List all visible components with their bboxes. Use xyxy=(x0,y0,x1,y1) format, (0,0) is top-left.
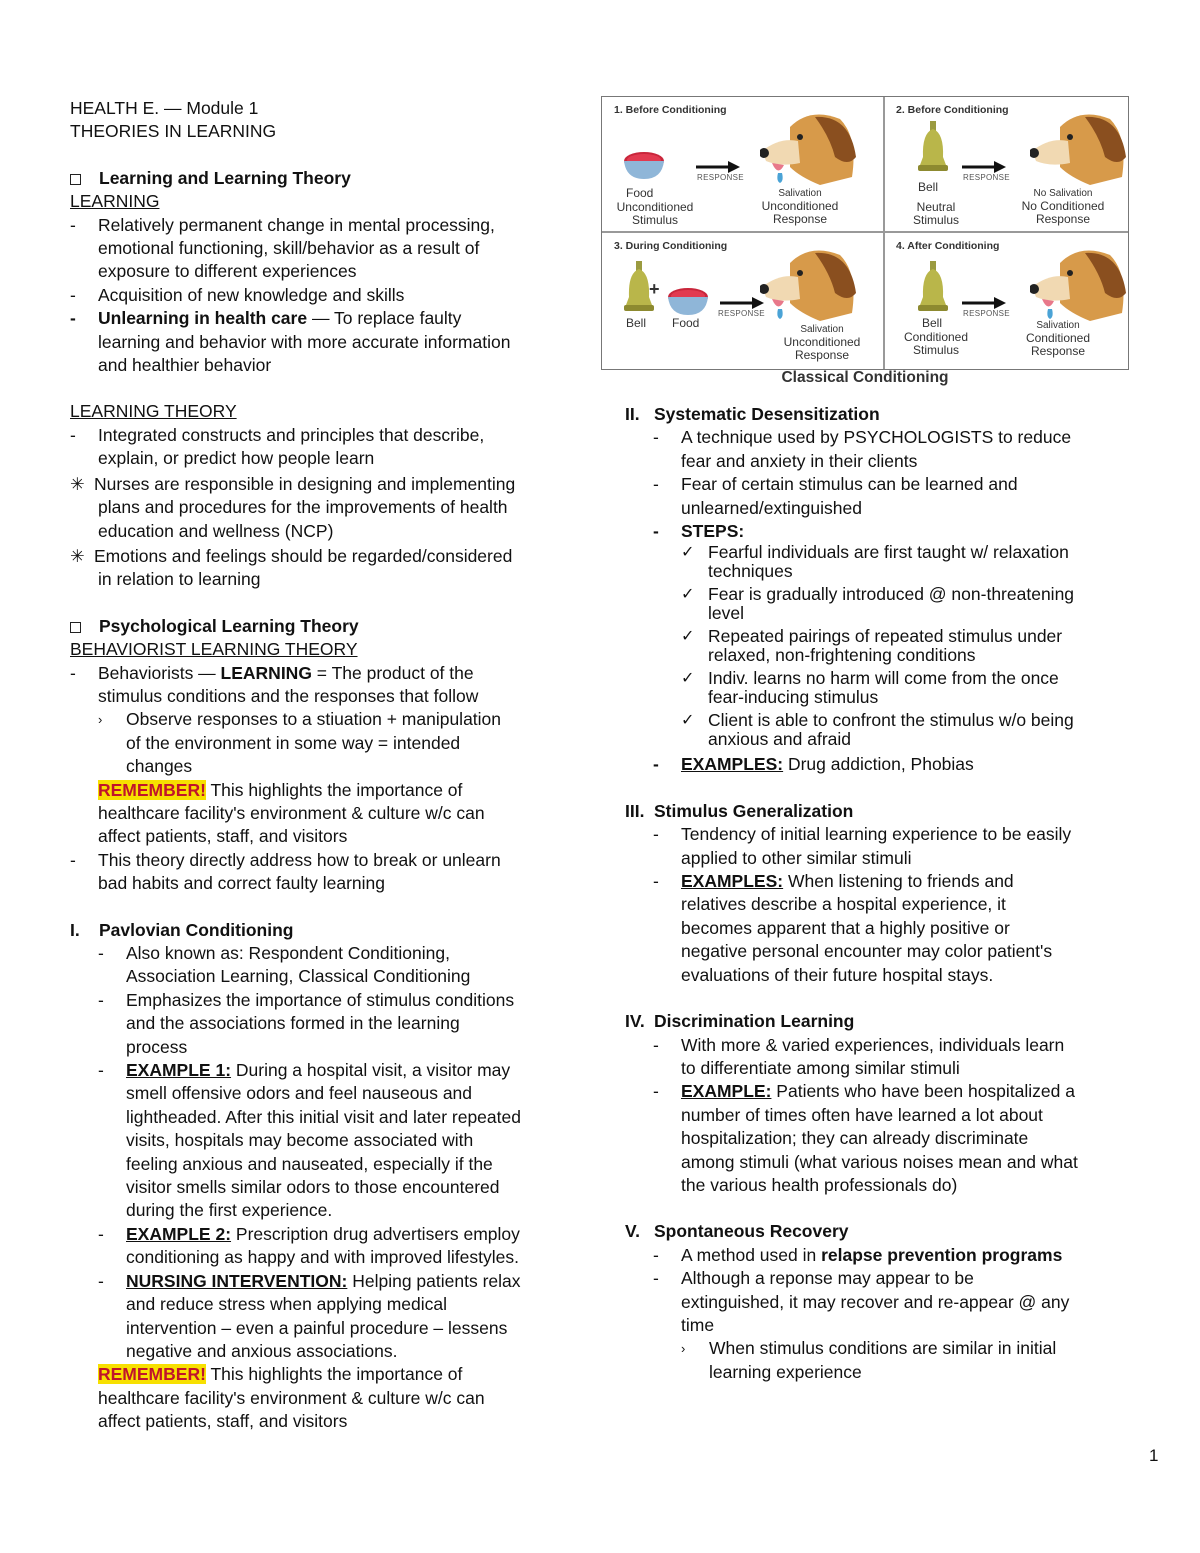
figure-label: Salivation xyxy=(778,188,822,199)
text-line: Fear is gradually introduced @ non-threatening xyxy=(708,584,1075,605)
text-run: Helping patients relax xyxy=(347,1270,521,1291)
text-line: time xyxy=(681,1314,715,1335)
text-line: hospitalization; they can already discriminate xyxy=(681,1128,1029,1149)
step-item xyxy=(681,627,1135,665)
text-line: during the first experience. xyxy=(126,1200,333,1221)
classical-conditioning-figure xyxy=(601,96,1129,370)
text-line: visitor smells similar odors to those encountered xyxy=(126,1177,500,1198)
text-line: healthcare facility's environment & culture w/c can xyxy=(98,802,485,823)
text-line: Emphasizes the importance of stimulus conditions xyxy=(126,989,515,1010)
plus-sign: + xyxy=(649,279,660,299)
text-run: Drug addiction, Phobias xyxy=(783,754,974,775)
text-line: bad habits and correct faulty learning xyxy=(98,873,385,894)
text-line: smell offensive odors and feel nauseous and xyxy=(126,1083,473,1104)
arrow-marker: › xyxy=(681,1341,686,1357)
dash-marker: - xyxy=(70,662,76,683)
dog-icon xyxy=(1030,107,1130,189)
text-line: intervention – even a painful procedure – lessens xyxy=(126,1317,508,1338)
text-line: Association Learning, Classical Conditioning xyxy=(126,966,471,987)
text-line: Also known as: Respondent Conditioning, xyxy=(126,943,450,963)
example-label: EXAMPLE 1: xyxy=(126,1060,232,1081)
step-item xyxy=(681,543,1135,581)
list-item xyxy=(653,1244,1135,1267)
text-line: to differentiate among similar stimuli xyxy=(681,1057,960,1078)
text-line: When stimulus conditions are similar in initial xyxy=(709,1338,1057,1359)
star-note xyxy=(70,545,570,592)
text-line: Repeated pairings of repeated stimulus under xyxy=(708,626,1063,647)
text-line: A technique used by PSYCHOLOGISTS to reduce xyxy=(681,427,1072,448)
food-bowl-icon xyxy=(666,285,710,319)
dash-marker: - xyxy=(70,849,76,870)
text-line: the various health professionals do) xyxy=(681,1174,958,1195)
text-line: in relation to learning xyxy=(98,569,261,590)
dash-marker: - xyxy=(98,943,104,963)
text-run: — To replace faulty xyxy=(307,308,462,329)
text-line: unlearned/extinguished xyxy=(681,497,862,518)
section-number: IV. xyxy=(625,1011,645,1032)
figure-label: Bell xyxy=(626,316,647,330)
list-item xyxy=(70,284,570,307)
figure-label: No Salivation xyxy=(1033,188,1093,199)
section-heading-systematic-desensitization xyxy=(625,403,1135,426)
page-number: 1 xyxy=(1149,1446,1159,1465)
figure-label: Food xyxy=(626,186,654,200)
text-line: lightheaded. After this initial visit and later repeated xyxy=(126,1106,521,1127)
section-heading-text: Systematic Desensitization xyxy=(654,404,880,424)
text-run: This highlights the importance of xyxy=(205,779,463,800)
text-line: This theory directly address how to break or unlearn xyxy=(98,849,501,870)
text-line: education and wellness (NCP) xyxy=(98,520,334,541)
text-line: relaxed, non-frightening conditions xyxy=(708,645,976,666)
dash-marker: - xyxy=(98,1270,104,1291)
remember-note xyxy=(98,1363,570,1433)
text-line: among stimuli (what various noises mean and what xyxy=(681,1151,1078,1172)
section-heading-stimulus-generalization xyxy=(625,800,1135,823)
asterisk-icon: ✳ xyxy=(70,545,85,566)
figure-label: Salivation xyxy=(800,324,844,335)
text-line: applied to other similar stimuli xyxy=(681,847,912,868)
text-line: negative and anxious associations. xyxy=(126,1340,398,1361)
section-number: II. xyxy=(625,404,640,424)
list-item xyxy=(653,1080,1135,1197)
checkbox-icon xyxy=(70,174,81,185)
text-run: A method used in xyxy=(681,1244,822,1265)
dash-marker: - xyxy=(653,521,659,542)
text-line: of the environment in some way = intended xyxy=(126,732,461,753)
text-line: relatives describe a hospital experience, it xyxy=(681,894,1006,915)
example-label: EXAMPLES: xyxy=(681,754,784,775)
section-heading-pavlovian xyxy=(70,919,570,942)
text-line: Emotions and feelings should be regarded/considered xyxy=(94,545,513,566)
text-line: Relatively permanent change in mental processing, xyxy=(98,214,495,235)
list-item xyxy=(653,1267,1135,1384)
figure-label: Neutral xyxy=(916,200,956,214)
term-learning-theory: LEARNING THEORY xyxy=(70,401,237,422)
arrow-icon xyxy=(696,161,740,173)
document-title: HEALTH E. — Module 1 xyxy=(70,98,259,118)
response-label: RESPONSE xyxy=(963,309,1010,318)
text-line: anxious and afraid xyxy=(708,729,852,750)
bold-term: Unlearning in health care xyxy=(98,308,308,329)
example-label: EXAMPLE: xyxy=(681,1081,772,1102)
step-item xyxy=(681,585,1135,623)
text-line: process xyxy=(126,1036,188,1057)
star-note xyxy=(70,473,570,543)
panel-title: 1. Before Conditioning xyxy=(614,104,727,116)
check-icon: ✓ xyxy=(681,712,695,730)
step-item xyxy=(681,669,1135,707)
dash-marker: - xyxy=(653,474,659,495)
figure-label: Unconditioned xyxy=(783,335,861,349)
text-line: techniques xyxy=(708,561,793,582)
dash-marker: - xyxy=(98,989,104,1010)
steps-label: STEPS: xyxy=(681,521,745,542)
right-column xyxy=(625,403,1135,1384)
figure-label: Salivation xyxy=(1036,320,1080,331)
text-line: plans and procedures for the improvements of health xyxy=(98,497,508,518)
figure-label: Stimulus xyxy=(912,343,959,357)
figure-label: Response xyxy=(1035,212,1091,226)
text-line: emotional functioning, skill/behavior as a result of xyxy=(98,238,480,259)
example-label: EXAMPLE 2: xyxy=(126,1223,232,1244)
text-line: changes xyxy=(126,756,193,777)
figure-label: Conditioned xyxy=(903,330,969,344)
list-item xyxy=(653,520,1135,749)
text-line: level xyxy=(708,603,744,624)
list-item xyxy=(70,424,570,471)
text-line: Tendency of initial learning experience to be easily xyxy=(681,824,1072,845)
dog-icon xyxy=(760,107,860,189)
text-line: Acquisition of new knowledge and skills xyxy=(98,284,405,305)
text-line: negative personal encounter may color patient's xyxy=(681,941,1053,962)
section-heading-psychological xyxy=(70,615,570,638)
text-line: exposure to different experiences xyxy=(98,261,357,282)
step-item xyxy=(681,711,1135,749)
text-line: feeling anxious and nauseated, especially if the xyxy=(126,1153,493,1174)
panel-before-conditioning-2 xyxy=(884,97,1146,233)
text-run: = The product of the xyxy=(311,662,474,683)
panel-title: 2. Before Conditioning xyxy=(896,104,1009,116)
check-icon: ✓ xyxy=(681,586,695,604)
bell-icon xyxy=(918,261,948,317)
dash-marker: - xyxy=(70,308,76,329)
text-line: stimulus conditions and the responses that follow xyxy=(98,685,479,706)
dash-marker: - xyxy=(653,1268,659,1289)
text-line: learning experience xyxy=(709,1361,862,1382)
dog-icon xyxy=(1030,243,1130,325)
text-run: Patients who have been hospitalized a xyxy=(771,1081,1075,1102)
section-number: I. xyxy=(70,919,80,940)
figure-label: Stimulus xyxy=(631,213,678,227)
list-item xyxy=(70,307,570,377)
text-line: affect patients, staff, and visitors xyxy=(98,1411,348,1432)
dash-marker: - xyxy=(653,754,659,775)
text-line: Fearful individuals are first taught w/ relaxation xyxy=(708,542,1069,563)
text-line: and reduce stress when applying medical xyxy=(126,1294,448,1315)
text-line: explain, or predict how people learn xyxy=(98,448,375,469)
panel-during-conditioning xyxy=(602,233,864,369)
section-heading-text: Discrimination Learning xyxy=(654,1011,855,1032)
document-subtitle: THEORIES IN LEARNING xyxy=(70,121,277,142)
remember-highlight: REMEMBER! xyxy=(98,1364,206,1385)
term-learning: LEARNING xyxy=(70,191,160,212)
text-line: Client is able to confront the stimulus w/o being xyxy=(708,710,1074,731)
dash-marker: - xyxy=(653,824,659,845)
list-item xyxy=(653,823,1135,870)
figure-label: Bell xyxy=(918,180,939,194)
section-heading-learning xyxy=(70,167,570,190)
remember-highlight: REMEMBER! xyxy=(98,779,206,800)
figure-label: No Conditioned xyxy=(1021,199,1105,213)
figure-label: Conditioned xyxy=(1025,331,1091,345)
checkbox-icon xyxy=(70,622,81,633)
figure-label: Stimulus xyxy=(912,213,959,227)
example-label: EXAMPLES: xyxy=(681,871,784,892)
figure-label: Unconditioned xyxy=(616,200,694,214)
text-line: visits, hospitals may become associated with xyxy=(126,1130,474,1151)
response-label: RESPONSE xyxy=(697,173,744,182)
text-line: Integrated constructs and principles that describe, xyxy=(98,424,485,445)
panel-after-conditioning xyxy=(884,233,1146,369)
arrow-icon xyxy=(962,297,1006,309)
dash-marker: - xyxy=(70,214,76,235)
text-run: When listening to friends and xyxy=(783,871,1014,892)
figure-label: Unconditioned xyxy=(761,199,839,213)
list-item xyxy=(653,753,1135,776)
figure-label: Response xyxy=(772,212,828,226)
dash-marker: - xyxy=(653,1034,659,1055)
text-run: Prescription drug advertisers employ xyxy=(231,1223,520,1244)
arrow-icon xyxy=(962,161,1006,173)
dash-marker: - xyxy=(70,284,76,305)
text-line: affect patients, staff, and visitors xyxy=(98,826,348,847)
figure-caption: Classical Conditioning xyxy=(781,369,949,386)
list-item xyxy=(98,1270,570,1364)
bold-term: relapse prevention programs xyxy=(821,1244,1063,1265)
section-number: V. xyxy=(625,1221,640,1242)
figure-label: Bell xyxy=(922,316,943,330)
list-item xyxy=(98,942,570,989)
figure-label: Response xyxy=(1030,344,1086,358)
text-line: Nurses are responsible in designing and implementing xyxy=(94,473,516,494)
dash-marker: - xyxy=(98,1223,104,1244)
section-heading-spontaneous-recovery xyxy=(625,1220,1135,1243)
list-item xyxy=(653,870,1135,987)
list-item xyxy=(70,214,570,284)
text-line: Fear of certain stimulus can be learned and xyxy=(681,474,1018,495)
section-heading-text: Pavlovian Conditioning xyxy=(99,919,294,940)
dash-marker: - xyxy=(653,871,659,892)
dog-icon xyxy=(760,243,860,325)
section-heading-text: Learning and Learning Theory xyxy=(99,167,351,188)
dash-marker: - xyxy=(653,427,659,448)
text-line: Observe responses to a stiuation + manipulation xyxy=(126,709,502,730)
section-heading-text: Spontaneous Recovery xyxy=(654,1221,849,1242)
text-line: fear and anxiety in their clients xyxy=(681,450,918,471)
list-item xyxy=(98,989,570,1059)
figure-label: Food xyxy=(672,316,700,330)
panel-title: 3. During Conditioning xyxy=(614,240,728,252)
arrow-icon xyxy=(720,297,764,309)
text-run: During a hospital visit, a visitor may xyxy=(231,1060,511,1081)
asterisk-icon: ✳ xyxy=(70,473,85,494)
check-icon: ✓ xyxy=(681,628,695,646)
text-run: This highlights the importance of xyxy=(205,1364,463,1385)
text-line: evaluations of their future hospital stays. xyxy=(681,964,994,985)
list-item xyxy=(98,1059,570,1223)
text-line: becomes apparent that a highly positive or xyxy=(681,917,1010,938)
text-line: learning and behavior with more accurate information xyxy=(98,331,511,352)
section-heading-text: Psychological Learning Theory xyxy=(99,615,359,636)
figure-label: Response xyxy=(794,348,850,362)
left-column xyxy=(70,97,570,1434)
nursing-intervention-label: NURSING INTERVENTION: xyxy=(126,1270,348,1291)
response-label: RESPONSE xyxy=(963,173,1010,182)
dash-marker: - xyxy=(653,1244,659,1265)
dash-marker: - xyxy=(98,1060,104,1081)
list-item xyxy=(653,473,1135,520)
list-item xyxy=(98,1223,570,1270)
remember-note xyxy=(98,779,570,849)
panel-before-conditioning-1 xyxy=(602,97,864,233)
text-line: fear-inducing stimulus xyxy=(708,687,879,708)
text-line: conditioning as happy and with improved lifestyles. xyxy=(126,1247,519,1268)
list-item xyxy=(70,849,570,896)
text-line: number of times often have learned a lot about xyxy=(681,1104,1043,1125)
text-line: healthcare facility's environment & culture w/c can xyxy=(98,1387,485,1408)
bell-icon xyxy=(918,121,948,177)
response-label: RESPONSE xyxy=(718,309,765,318)
text-run: Behaviorists — xyxy=(98,662,221,683)
sub-list-item xyxy=(98,708,570,778)
check-icon: ✓ xyxy=(681,544,695,562)
sub-list-item xyxy=(681,1337,1135,1384)
section-heading-discrimination-learning xyxy=(625,1010,1135,1033)
list-item xyxy=(70,662,570,779)
list-item xyxy=(653,426,1135,473)
term-behaviorist-learning-theory: BEHAVIORIST LEARNING THEORY xyxy=(70,639,358,660)
text-line: Although a reponse may appear to be xyxy=(681,1268,974,1289)
arrow-marker: › xyxy=(98,712,103,728)
text-line: With more & varied experiences, individuals learn xyxy=(681,1034,1065,1055)
dash-marker: - xyxy=(70,424,76,445)
section-heading-text: Stimulus Generalization xyxy=(654,800,854,821)
dash-marker: - xyxy=(653,1081,659,1102)
text-line: and healthier behavior xyxy=(98,355,272,376)
bold-term: LEARNING xyxy=(220,662,312,683)
section-number: III. xyxy=(625,800,645,821)
text-line: and the associations formed in the learning xyxy=(126,1013,460,1034)
text-line: Indiv. learns no harm will come from the once xyxy=(708,668,1059,689)
list-item xyxy=(653,1034,1135,1081)
food-bowl-icon xyxy=(622,149,666,185)
panel-title: 4. After Conditioning xyxy=(896,240,1000,252)
check-icon: ✓ xyxy=(681,670,695,688)
text-line: extinguished, it may recover and re-appear @ any xyxy=(681,1291,1070,1312)
